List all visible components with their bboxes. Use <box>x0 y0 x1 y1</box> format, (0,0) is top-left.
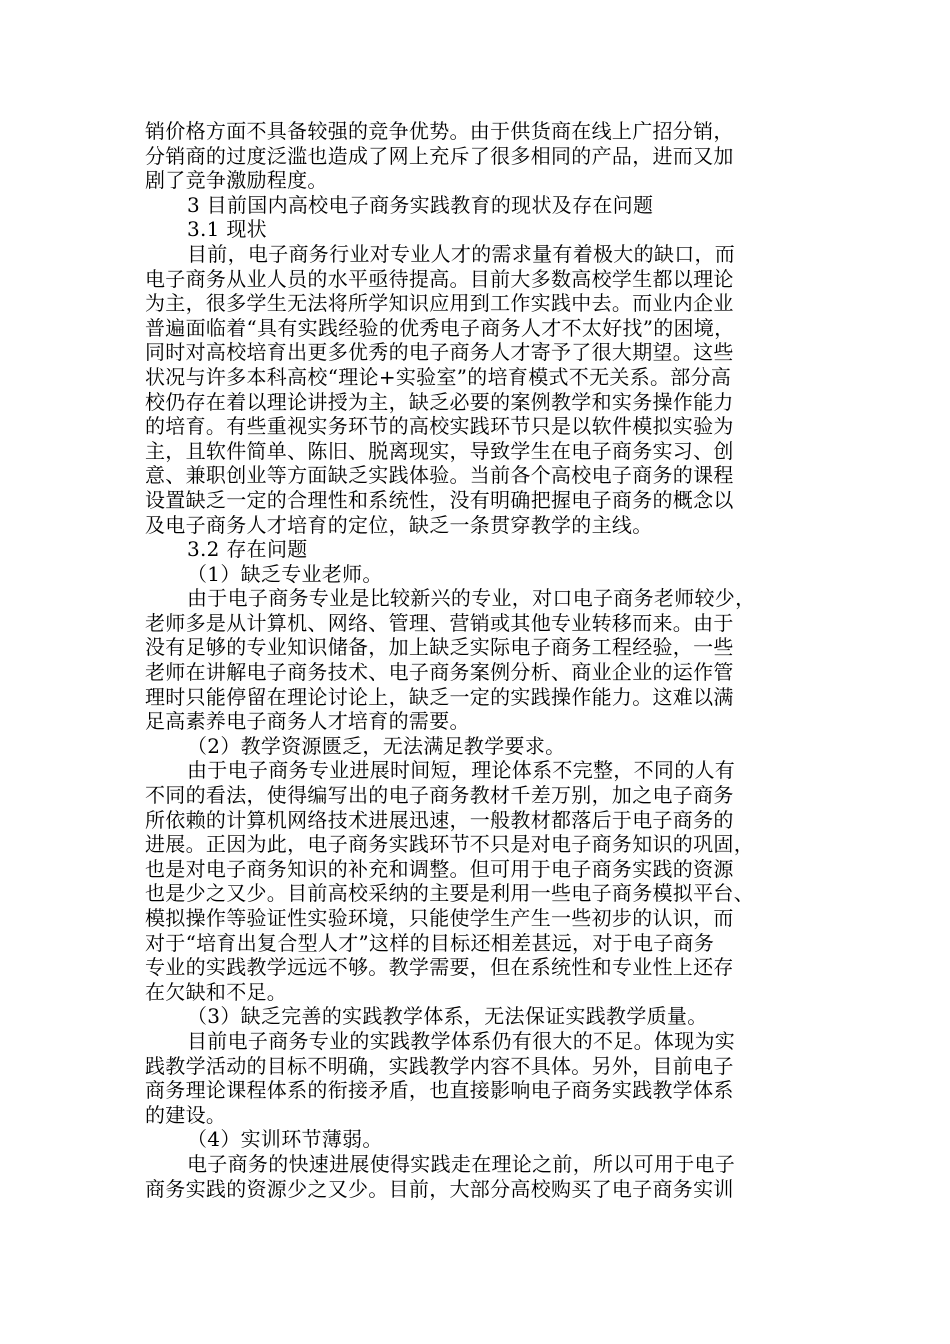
text-line: （1）缺乏专业老师。 <box>187 561 383 586</box>
text-line: 为主，很多学生无法将所学知识应用到工作实践中去。而业内企业 <box>145 291 734 316</box>
text-line: 不同的看法，使得编写出的电子商务教材千差万别，加之电子商务 <box>145 783 734 808</box>
document-body-text <box>145 119 795 1201</box>
text-line: 老师在讲解电子商务技术、电子商务案例分析、商业企业的运作管 <box>145 660 734 685</box>
text-line: 3.1 现状 <box>187 217 267 242</box>
text-line: 的培育。有些重视实务环节的高校实践环节只是以软件模拟实验为 <box>145 414 734 439</box>
text-line: 足高素养电子商务人才培育的需要。 <box>145 709 470 734</box>
text-line: 所依赖的计算机网络技术进展迅速，一般教材都落后于电子商务的 <box>145 807 734 832</box>
text-line: 由于电子商务专业进展时间短，理论体系不完整，不同的人有 <box>187 758 736 783</box>
text-line: 模拟操作等验证性实验环境，只能使学生产生一些初步的认识，而 <box>145 906 734 930</box>
text-line: 专业的实践教学远远不够。教学需要，但在系统性和专业性上还存 <box>145 955 734 980</box>
text-line: 也是少之又少。目前高校采纳的主要是利用一些电子商务模拟平台、 <box>145 881 754 906</box>
text-line: 分销商的过度泛滥也造成了网上充斥了很多相同的产品，进而又加 <box>145 143 734 168</box>
text-line: 由于电子商务专业是比较新兴的专业，对口电子商务老师较少， <box>187 586 756 611</box>
text-line: 商务理论课程体系的衔接矛盾，也直接影响电子商务实践教学体系 <box>145 1078 734 1103</box>
text-line: 进展。正因为此，电子商务实践环节不只是对电子商务知识的巩固， <box>145 832 754 857</box>
text-line: 理时只能停留在理论讨论上，缺乏一定的实践操作能力。这难以满 <box>145 684 734 709</box>
text-line: 校仍存在着以理论讲授为主，缺乏必要的案例教学和实务操作能力 <box>145 389 734 414</box>
text-line: 3 目前国内高校电子商务实践教育的现状及存在问题 <box>187 192 654 217</box>
text-line: 3.2 存在问题 <box>187 537 308 562</box>
text-line: 销价格方面不具备较强的竞争优势。由于供货商在线上广招分销， <box>145 119 734 143</box>
text-line: 对于“培育出复合型人才”这样的目标还相差甚远，对于电子商务 <box>145 930 715 955</box>
text-line: 的建设。 <box>145 1102 227 1127</box>
text-line: 在欠缺和不足。 <box>145 979 288 1004</box>
text-line: 主，且软件简单、陈旧、脱离现实，导致学生在电子商务实习、创 <box>145 438 734 463</box>
text-line: 老师多是从计算机、网络、管理、营销或其他专业转移而来。由于 <box>145 610 734 635</box>
text-line: 践教学活动的目标不明确，实践教学内容不具体。另外，目前电子 <box>145 1053 734 1078</box>
text-line: 没有足够的专业知识储备，加上缺乏实际电子商务工程经验，一些 <box>145 635 734 660</box>
text-line: （3）缺乏完善的实践教学体系，无法保证实践教学质量。 <box>187 1004 708 1029</box>
text-line: 电子商务从业人员的水平亟待提高。目前大多数高校学生都以理论 <box>145 266 734 291</box>
text-line: 及电子商务人才培育的定位，缺乏一条贯穿教学的主线。 <box>145 512 653 537</box>
text-line: 剧了竞争激励程度。 <box>145 168 328 193</box>
text-line: 目前，电子商务行业对专业人才的需求量有着极大的缺口，而 <box>187 241 736 266</box>
text-line: 同时对高校培育出更多优秀的电子商务人才寄予了很大期望。这些 <box>145 340 734 365</box>
text-line: 商务实践的资源少之又少。目前，大部分高校购买了电子商务实训 <box>145 1176 734 1201</box>
text-line: 设置缺乏一定的合理性和系统性，没有明确把握电子商务的概念以 <box>145 487 734 512</box>
text-line: 也是对电子商务知识的补充和调整。但可用于电子商务实践的资源 <box>145 856 734 881</box>
text-line: （4）实训环节薄弱。 <box>187 1127 383 1152</box>
text-line: （2）教学资源匮乏，无法满足教学要求。 <box>187 733 566 758</box>
text-line: 电子商务的快速进展使得实践走在理论之前，所以可用于电子 <box>187 1151 736 1176</box>
text-line: 状况与许多本科高校“理论+实验室”的培育模式不无关系。部分高 <box>145 364 732 389</box>
text-line: 目前电子商务专业的实践教学体系仍有很大的不足。体现为实 <box>187 1028 736 1053</box>
text-line: 意、兼职创业等方面缺乏实践体验。当前各个高校电子商务的课程 <box>145 463 734 488</box>
text-line: 普遍面临着“具有实践经验的优秀电子商务人才不太好找”的困境， <box>145 315 735 340</box>
